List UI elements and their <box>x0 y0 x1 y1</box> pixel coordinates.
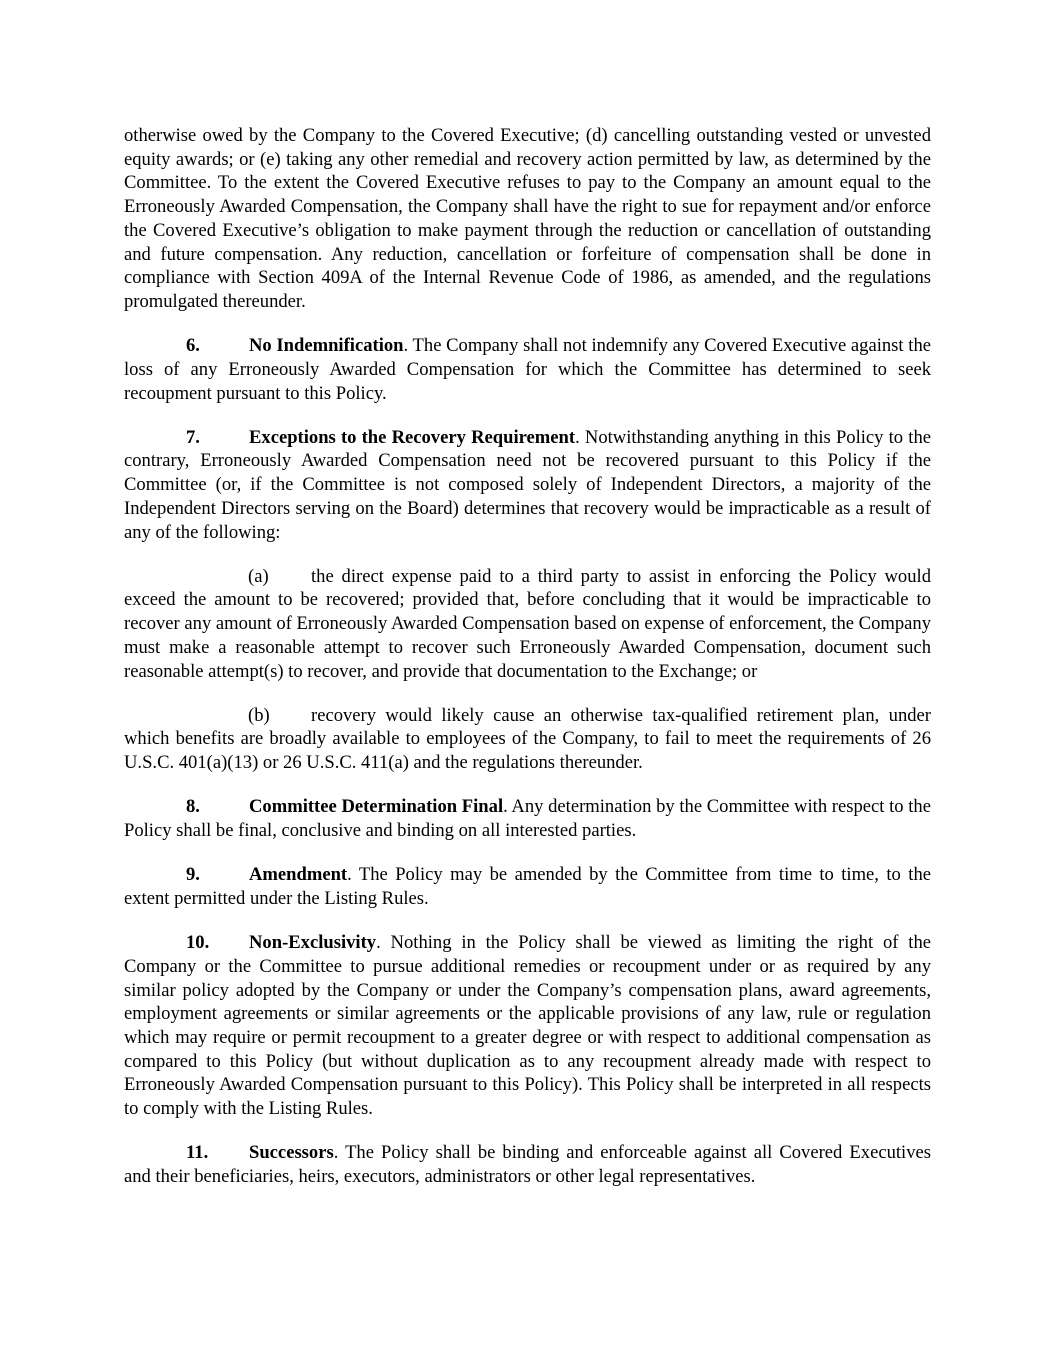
section-text: . The Policy shall be binding and enforceable against all Covered Executives and their beneficiaries, heirs, executors, administrators or other legal representatives. <box>124 1142 931 1188</box>
section-text: . The Company shall not indemnify any Covered Executive against the loss of any Erroneously Awarded Compensation for which the Committee has determined to seek recoupment pursuant to this Policy. <box>124 335 931 404</box>
section-8 <box>124 795 931 842</box>
section-heading: Committee Determination Final <box>249 796 504 818</box>
section-text: . Nothing in the Policy shall be viewed as limiting the right of the Company or the Committee to pursue additional remedies or recoupment under or as required by any similar policy adopted by the Company or under the Company’s compensation plans, award agreements, employment agreements or similar agreements or the applicable provisions of any law, rule or regulation which may require or permit recoupment to a greater degree or with respect to additional compensation as compared to this Policy (but without duplication as to any recoupment already made with respect to Erroneously Awarded Compensation pursuant to this Policy). This Policy shall be interpreted in all respects to comply with the Listing Rules. <box>124 932 931 1120</box>
subsection-text: recovery would likely cause an otherwise tax-qualified retirement plan, under which benefits are broadly available to employees of the Company, to fail to meet the requirements of 26 U.S.C. 401(a)(13) or 26 U.S.C. 411(a) and the regulations thereunder. <box>124 704 931 774</box>
section-7 <box>124 426 931 545</box>
subsection-label: (a) <box>248 565 269 587</box>
continuation-paragraph: otherwise owed by the Company to the Covered Executive; (d) cancelling outstanding vested or unvested equity awards; or (e) taking any other remedial and recovery action permitted by law, as determined by the Committee. To the extent the Covered Executive refuses to pay to the Company an amount equal to the Erroneously Awarded Compensation, the Company shall have the right to sue for repayment and/or enforce the Covered Executive’s obligation to make payment through the reduction or cancellation of outstanding and future compensation. Any reduction, cancellation or forfeiture of compensation shall be done in compliance with Section 409A of the Internal Revenue Code of 1986, as amended, and the regulations promulgated thereunder. <box>124 125 931 312</box>
subsection-7b <box>124 704 931 775</box>
section-10 <box>124 931 931 1121</box>
section-number: 6. <box>186 335 200 357</box>
section-9 <box>124 863 931 910</box>
document-page <box>124 124 931 1209</box>
section-number: 11. <box>186 1142 209 1164</box>
section-heading: Exceptions to the Recovery Requirement <box>249 426 576 448</box>
section-heading: No Indemnification <box>249 335 404 357</box>
section-text: . Notwithstanding anything in this Policy to the contrary, Erroneously Awarded Compensation need not be recovered pursuant to this Policy if the Committee (or, if the Committee is not composed solely of Independent Directors, a majority of the Independent Directors serving on the Board) determines that recovery would be impracticable as a result of any of the following: <box>124 426 931 543</box>
section-number: 8. <box>186 796 200 818</box>
section-number: 7. <box>186 426 200 448</box>
section-number: 9. <box>186 864 200 886</box>
section-heading: Amendment <box>249 864 348 886</box>
section-6 <box>124 334 931 405</box>
section-number: 10. <box>186 932 210 954</box>
subsection-label: (b) <box>248 704 270 726</box>
section-text: . Any determination by the Committee with respect to the Policy shall be final, conclusive and binding on all interested parties. <box>124 796 931 842</box>
section-heading: Successors <box>249 1142 334 1164</box>
section-11 <box>124 1141 931 1188</box>
section-text: . The Policy may be amended by the Committee from time to time, to the extent permitted under the Listing Rules. <box>124 864 931 909</box>
section-heading: Non-Exclusivity <box>249 932 377 954</box>
subsection-text: the direct expense paid to a third party to assist in enforcing the Policy would exceed the amount to be recovered; provided that, before concluding that it would be impracticable to recover any amount of Erroneously Awarded Compensation based on expense of enforcement, the Company must make a reasonable attempt to recover such Erroneously Awarded Compensation, document such reasonable attempt(s) to recover, and provide that documentation to the Exchange; or <box>124 565 931 682</box>
subsection-7a <box>124 565 931 684</box>
